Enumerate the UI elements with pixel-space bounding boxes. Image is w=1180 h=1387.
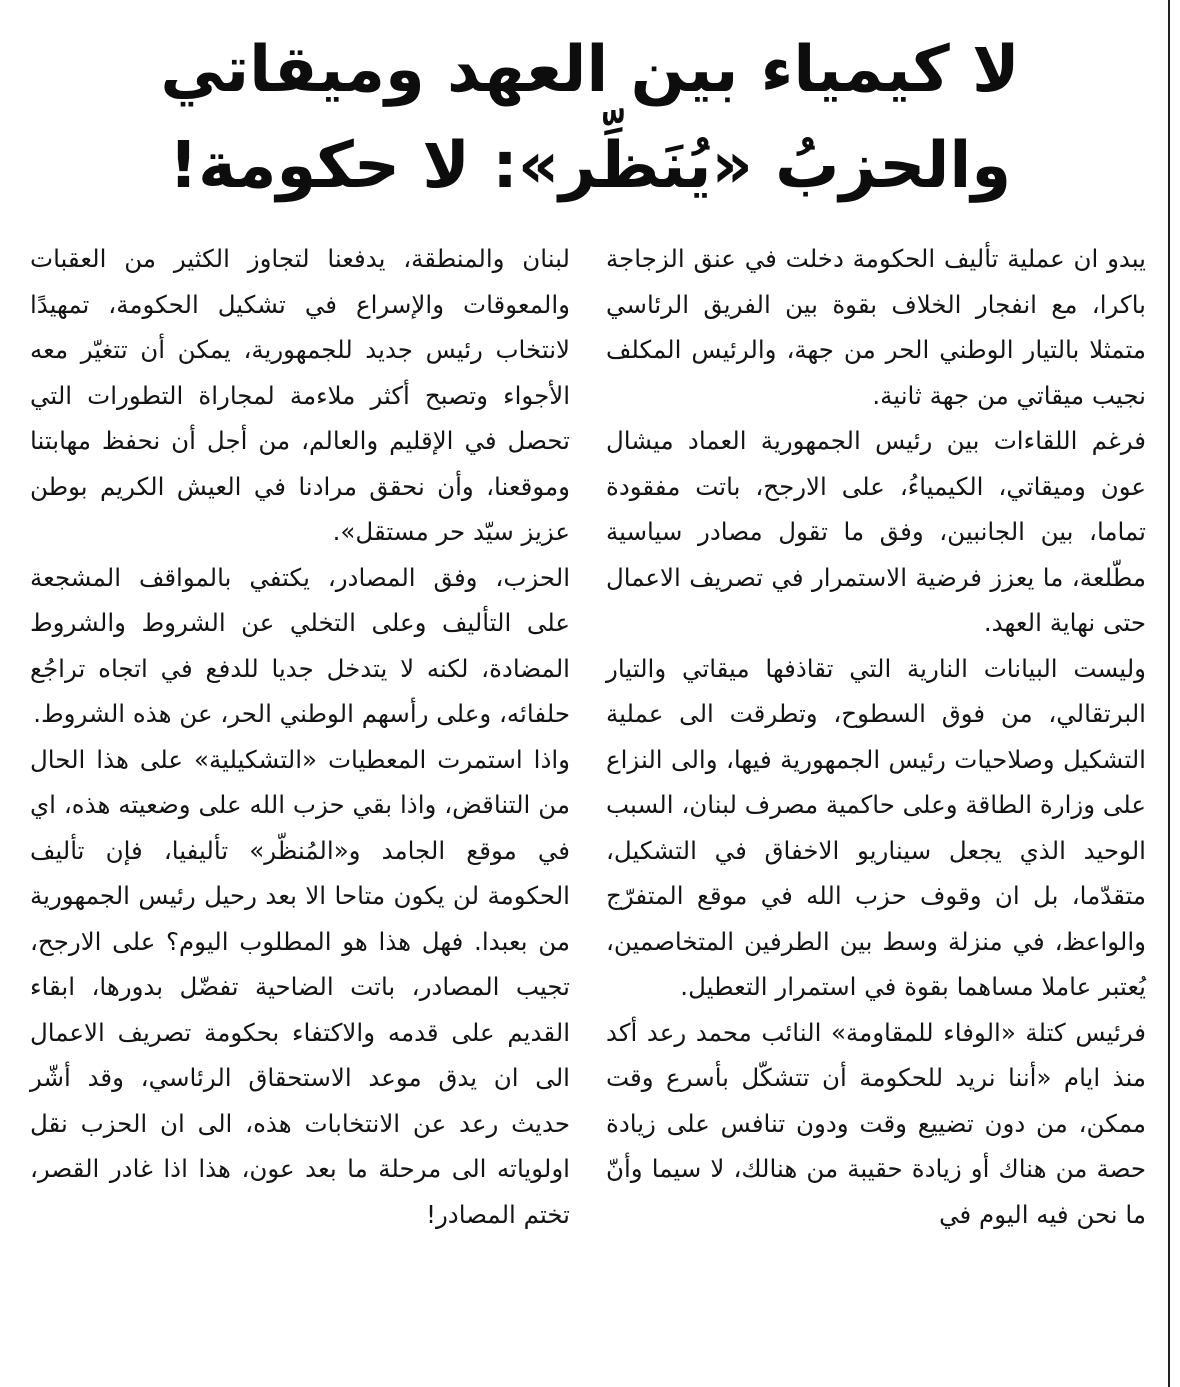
paragraph: الحزب، وفق المصادر، يكتفي بالمواقف المشجعة على التأليف وعلى التخلي عن الشروط والشروط المضادة، لكنه لا يتدخل جديا للدفع في اتجاه تراجُع حلفائه، وعلى رأسهم الوطني الحر، عن هذه الشروط. xyxy=(30,562,570,728)
paragraph: لبنان والمنطقة، يدفعنا لتجاوز الكثير من العقبات والمعوقات والإسراع في تشكيل الحكومة، تمهيدًا لانتخاب رئيس جديد للجمهورية، يمكن أن تتغيّر معه الأجواء وتصبح أكثر ملاءمة لمجاراة التطورات التي تحصل في الإقليم والعالم، من أجل أن نحفظ مهابتنا وموقعنا، وأن نحقق مرادنا في العيش الكريم بوطن عزيز سيّد حر مستقل». xyxy=(30,244,570,546)
article-column-left xyxy=(30,236,570,1237)
paragraph: وليست البيانات النارية التي تقاذفها ميقاتي والتيار البرتقالي، من فوق السطوح، وتطرقت الى عملية التشكيل وصلاحيات رئيس الجمهورية فيها، والى النزاع على وزارة الطاقة وعلى حاكمية مصرف لبنان، السبب الوحيد الذي يجعل سيناريو الاخفاق في التشكيل، متقدّما، بل ان وقوف حزب الله في موقع المتفرّج والواعظ، في منزلة وسط بين الطرفين المتخاصمين، يُعتبر عاملا مساهما بقوة في استمرار التعطيل. xyxy=(606,653,1146,1001)
article-headline xyxy=(40,22,1140,214)
paragraph: فرئيس كتلة «الوفاء للمقاومة» النائب محمد رعد أكد منذ ايام «أننا نريد للحكومة أن تتشكّل بأسرع وقت ممكن، من دون تضييع وقت ودون تنافس على زيادة حصة من هناك أو زيادة حقيبة من هنالك، لا سيما وأنّ ما نحن فيه اليوم في xyxy=(606,1017,1146,1229)
article-column-right xyxy=(606,236,1146,1237)
column-divider-rule xyxy=(1168,0,1170,1387)
paragraph: واذا استمرت المعطيات «التشكيلية» على هذا الحال من التناقض، واذا بقي حزب الله على وضعيته هذه، اي في موقع الجامد و«المُنظّر» تأليفيا، فإن تأليف الحكومة لن يكون متاحا الا بعد رحيل رئيس الجمهورية من بعبدا. فهل هذا هو المطلوب اليوم؟ على الارجح، تجيب المصادر، باتت الضاحية تفضّل بدورها، ابقاء القديم على قدمه والاكتفاء بحكومة تصريف الاعمال الى ان يدق موعد الاستحقاق الرئاسي، وقد أشّر حديث رعد عن الانتخابات هذه، الى ان الحزب نقل اولوياته الى مرحلة ما بعد عون، هذا اذا غادر القصر، تختم المصادر! xyxy=(30,744,570,1229)
headline-line-2: والحزبُ «يُنَظِّر»: لا حكومة! xyxy=(168,129,1012,203)
paragraph: فرغم اللقاءات بين رئيس الجمهورية العماد ميشال عون وميقاتي، الكيمياءُ، على الارجح، باتت مفقودة تماما، بين الجانبين، وفق ما تقول مصادر سياسية مطّلعة، ما يعزز فرضية الاستمرار في تصريف الاعمال حتى نهاية العهد. xyxy=(606,426,1146,637)
paragraph: يبدو ان عملية تأليف الحكومة دخلت في عنق الزجاجة باكرا، مع انفجار الخلاف بقوة بين الفريق الرئاسي متمثلا بالتيار الوطني الحر من جهة، والرئيس المكلف نجيب ميقاتي من جهة ثانية. xyxy=(606,244,1146,410)
headline-line-1: لا كيمياء بين العهد وميقاتي xyxy=(160,33,1020,107)
